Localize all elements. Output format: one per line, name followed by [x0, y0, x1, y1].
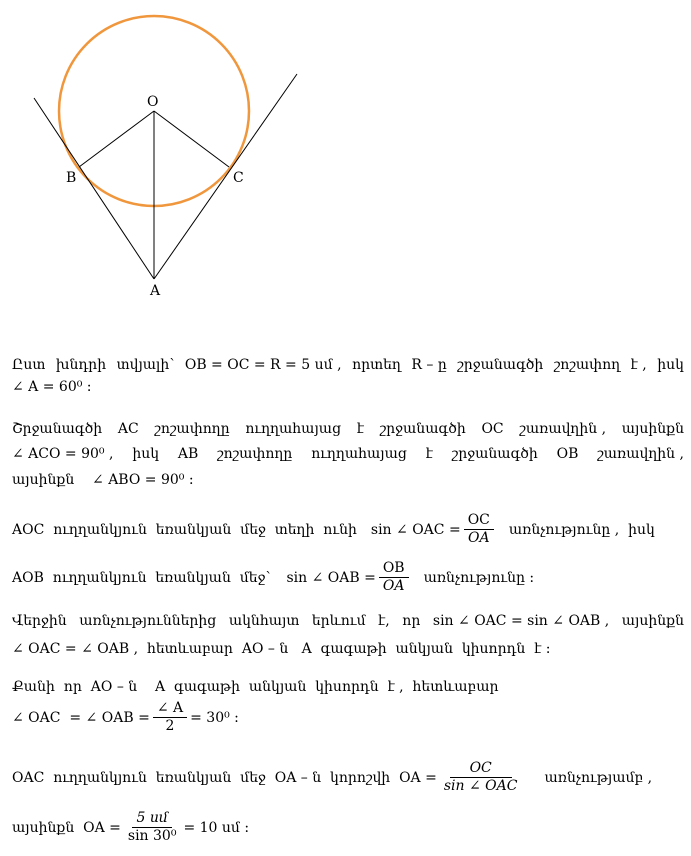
fraction-ob-oa: $\frac{OB}{OA}$: [379, 560, 409, 595]
p6-line2: այսինքն OA = $\frac{\text{5 սմ}}{\text{sin 30⁰}}$ = 10 սմ :: [12, 810, 250, 844]
fraction-5-sin30: $\frac{\text{5 սմ}}{\text{sin 30⁰}}$: [127, 810, 177, 844]
fraction-oc-sin: $\frac{OC}{\text{sin ∠ OAC}}$: [443, 760, 518, 794]
p5-line1: Քանի որ AO – ն A գագաթի անկյան կիսորդն է , հետևաբար: [12, 679, 499, 695]
tangent-line-ab: [34, 98, 154, 279]
p3-line2: AOB ուղղանկյուն եռանկյան մեջ` sin ∠ OAB = $\frac{OB}{OA}$ առնչությունը :: [12, 560, 535, 594]
fraction-angle-a-half: $\frac{\angle A}{2}$: [153, 700, 187, 735]
p1-line2: ∠ A = 60⁰ :: [12, 379, 92, 395]
label-a: A: [150, 283, 161, 299]
p2-line2: ∠ ACO = 90⁰ , իսկ AB շոշափողը ուղղահայաց է շրջանագծի OB շառավղին ,: [12, 446, 684, 462]
label-b: B: [66, 170, 77, 186]
fraction-oc-oa: $\frac{OC}{OA}$: [464, 512, 494, 547]
geometry-diagram: [0, 0, 691, 310]
p2-line1: Շրջանագծի AC շոշափողը ուղղահայաց է շրջանագծի OC շառավղին , այսինքն: [12, 421, 684, 437]
p3-line1: AOC ուղղանկյուն եռանկյան մեջ տեղի ունի sin ∠ OAC = $\frac{OC}{OA}$ առնչությունը , իսկ: [12, 512, 655, 546]
p6-line1: OAC ուղղանկյուն եռանկյան մեջ OA – ն կորոշվի OA = $\frac{OC}{\text{sin ∠ OAC}}$ առնչությամբ ,: [12, 760, 653, 794]
p4-line1: Վերջին առնչություններից ակնհայտ երևում է, որ sin ∠ OAC = sin ∠ OAB , այսինքն: [12, 613, 684, 629]
p4-line2: ∠ OAC = ∠ OAB , հետևաբար AO – ն A գագաթի անկյան կիսորդն է :: [12, 641, 551, 657]
label-o: O: [147, 94, 159, 110]
p2-line3: այսինքն ∠ ABO = 90⁰ :: [12, 472, 194, 488]
label-c: C: [233, 170, 244, 186]
p1-line1: Ըստ խնդրի տվյալի՝ OB = OC = R = 5 սմ , որտեղ R – ը շրջանագծի շոշափող է , իսկ: [12, 357, 684, 373]
tangent-line-ac: [154, 74, 297, 279]
radius-ob: [79, 111, 154, 167]
radius-oc: [154, 111, 229, 167]
p5-line2: ∠ OAC = ∠ OAB = $\frac{\angle A}{2}$ = 30⁰ :: [12, 700, 239, 734]
